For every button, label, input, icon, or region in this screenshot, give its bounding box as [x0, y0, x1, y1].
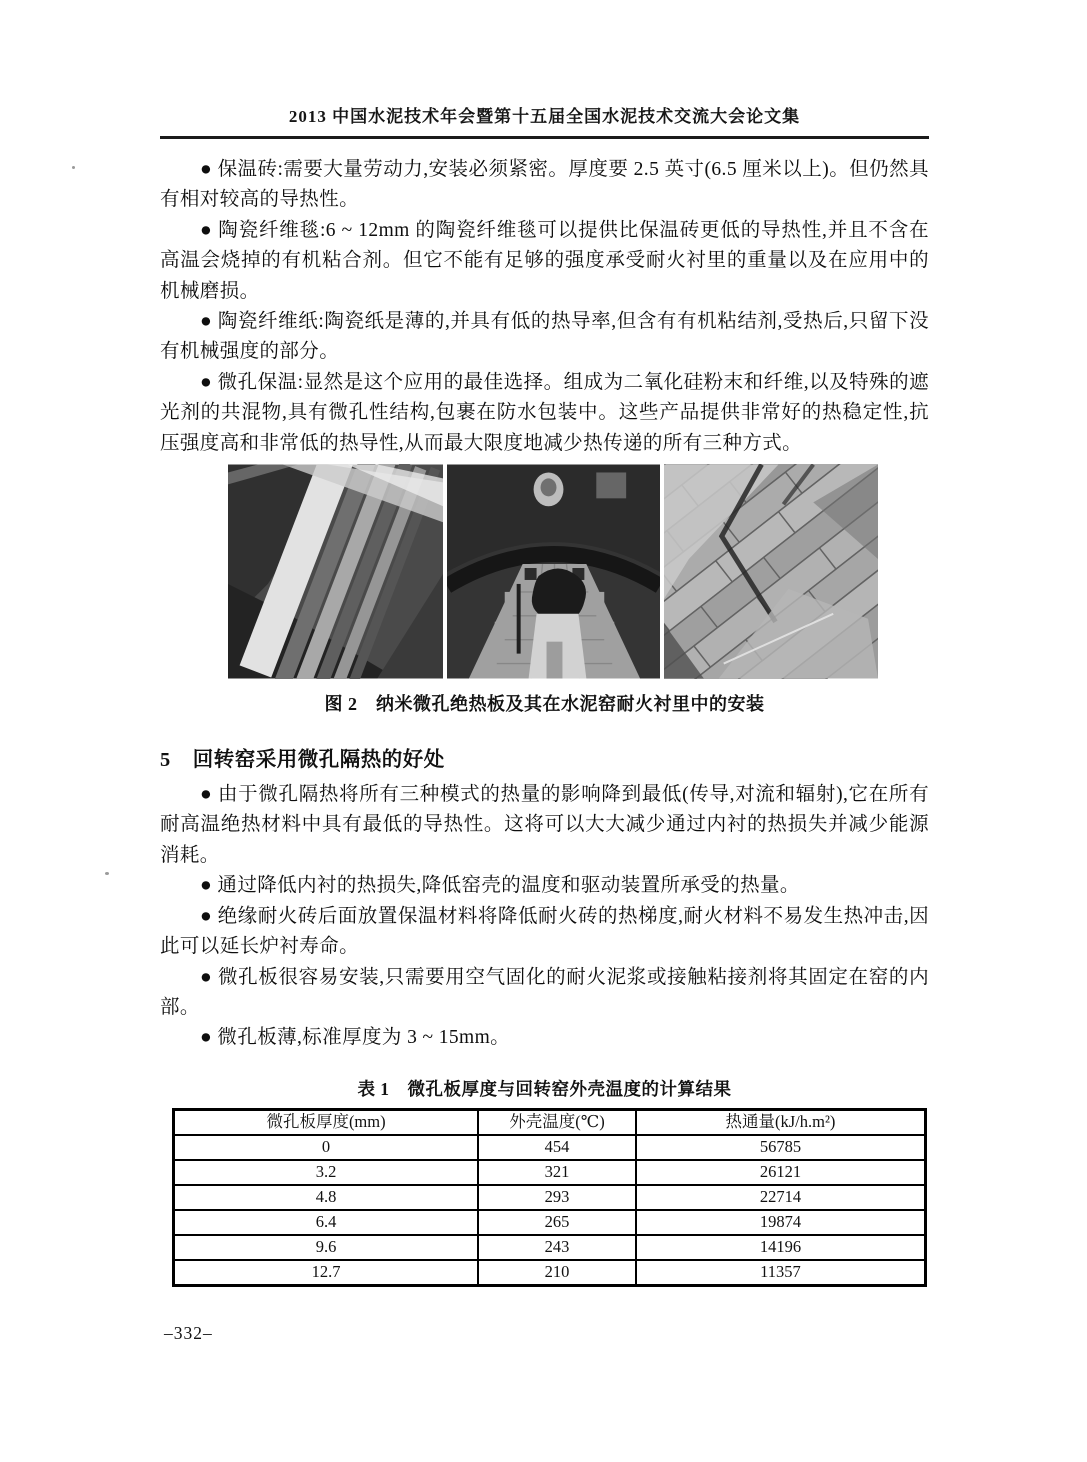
bullet-paragraph-shell-temperature: ● 通过降低内衬的热损失,降低窑壳的温度和驱动装置所承受的热量。 — [199, 875, 800, 897]
bullet-paragraph-lowest-conductivity: ● 由于微孔隔热将所有三种模式的热量的影响降到最低(传导,对流和辐射),它在所有耐高温绝热材料中具有最低的导热性。这将可以大大减少通过内衬的热损失并减少能源消耗。 — [160, 784, 929, 866]
figure-photos — [228, 464, 878, 679]
section-title: 回转窑采用微孔隔热的好处 — [192, 749, 445, 772]
cell-thickness: 0 — [174, 1135, 479, 1160]
cell-heat-flux: 26121 — [636, 1160, 926, 1185]
table-row — [174, 1235, 926, 1260]
section-heading — [160, 742, 929, 772]
photo-brick-lining — [664, 464, 878, 679]
scan-speck — [105, 872, 109, 875]
cell-shell-temp: 210 — [478, 1260, 636, 1286]
page-number: –332– — [164, 1322, 213, 1343]
bullet-paragraph-thin-board: ● 微孔板薄,标准厚度为 3 ~ 15mm。 — [199, 1027, 511, 1049]
bullet-paragraph-ceramic-fiber-blanket: ● 陶瓷纤维毯:6 ~ 12mm 的陶瓷纤维毯可以提供比保温砖更低的导热性,并且不含在高温会烧掉的有机粘合剂。但它不能有足够的强度承受耐火衬里的重量以及在应用中的机械磨损。 — [160, 219, 929, 302]
figure-2 — [160, 464, 929, 716]
cell-heat-flux: 11357 — [636, 1260, 926, 1286]
cell-thickness: 4.8 — [174, 1185, 479, 1210]
photo-microporous-panels — [228, 464, 443, 679]
cell-thickness: 6.4 — [174, 1210, 479, 1235]
document-page — [160, 0, 929, 1344]
table-header-row — [174, 1109, 926, 1135]
cell-shell-temp: 243 — [478, 1235, 636, 1260]
col-header-heat-flux: 热通量(kJ/h.m²) — [636, 1109, 926, 1135]
cell-thickness: 3.2 — [174, 1160, 479, 1185]
bullet-paragraph-easy-install: ● 微孔板很容易安装,只需要用空气固化的耐火泥浆或接触粘接剂将其固定在窑的内部。 — [160, 966, 929, 1018]
col-header-thickness: 微孔板厚度(mm) — [174, 1109, 479, 1135]
figure-caption: 图 2 纳米微孔绝热板及其在水泥窑耐火衬里中的安装 — [324, 694, 765, 715]
cell-thickness: 9.6 — [174, 1235, 479, 1260]
table-title: 表 1 微孔板厚度与回转窑外壳温度的计算结果 — [357, 1078, 732, 1099]
bullet-paragraph-microporous-insulation: ● 微孔保温:显然是这个应用的最佳选择。组成为二氧化硅粉末和纤维,以及特殊的遮光剂的共混物,具有微孔性结构,包裹在防水包装中。这些产品提供非常好的热稳定性,抗压强度高和非常低的热导性,从而最大限度地减少热传递的所有三种方式。 — [160, 371, 929, 454]
table-row — [174, 1185, 926, 1210]
cell-shell-temp: 321 — [478, 1160, 636, 1185]
cell-heat-flux: 22714 — [636, 1185, 926, 1210]
results-table — [172, 1108, 927, 1287]
photo-kiln-interior — [447, 464, 660, 679]
cell-shell-temp: 454 — [478, 1135, 636, 1160]
cell-shell-temp: 265 — [478, 1210, 636, 1235]
col-header-shell-temp: 外壳温度(℃) — [478, 1109, 636, 1135]
section-number: 5 — [160, 749, 171, 772]
cell-thickness: 12.7 — [174, 1260, 479, 1286]
table-row — [174, 1260, 926, 1286]
table-row — [174, 1160, 926, 1185]
cell-heat-flux: 19874 — [636, 1210, 926, 1235]
header-rule — [160, 136, 929, 139]
header-title: 2013 中国水泥技术年会暨第十五届全国水泥技术交流大会论文集 — [288, 107, 801, 126]
cell-heat-flux: 56785 — [636, 1135, 926, 1160]
table-row — [174, 1210, 926, 1235]
cell-heat-flux: 14196 — [636, 1235, 926, 1260]
bullet-paragraph-insulating-brick: ● 保温砖:需要大量劳动力,安装必须紧密。厚度要 2.5 英寸(6.5 厘米以上)。但仍然具有相对较高的导热性。 — [160, 159, 929, 211]
cell-shell-temp: 293 — [478, 1185, 636, 1210]
bullet-paragraph-thermal-gradient: ● 绝缘耐火砖后面放置保温材料将降低耐火砖的热梯度,耐火材料不易发生热冲击,因此可以延长炉衬寿命。 — [160, 905, 929, 958]
table-row — [174, 1135, 926, 1160]
bullet-paragraph-ceramic-fiber-paper: ● 陶瓷纤维纸:陶瓷纸是薄的,并具有低的热导率,但含有有机粘结剂,受热后,只留下没有机械强度的部分。 — [160, 311, 929, 363]
scan-speck — [72, 166, 75, 169]
